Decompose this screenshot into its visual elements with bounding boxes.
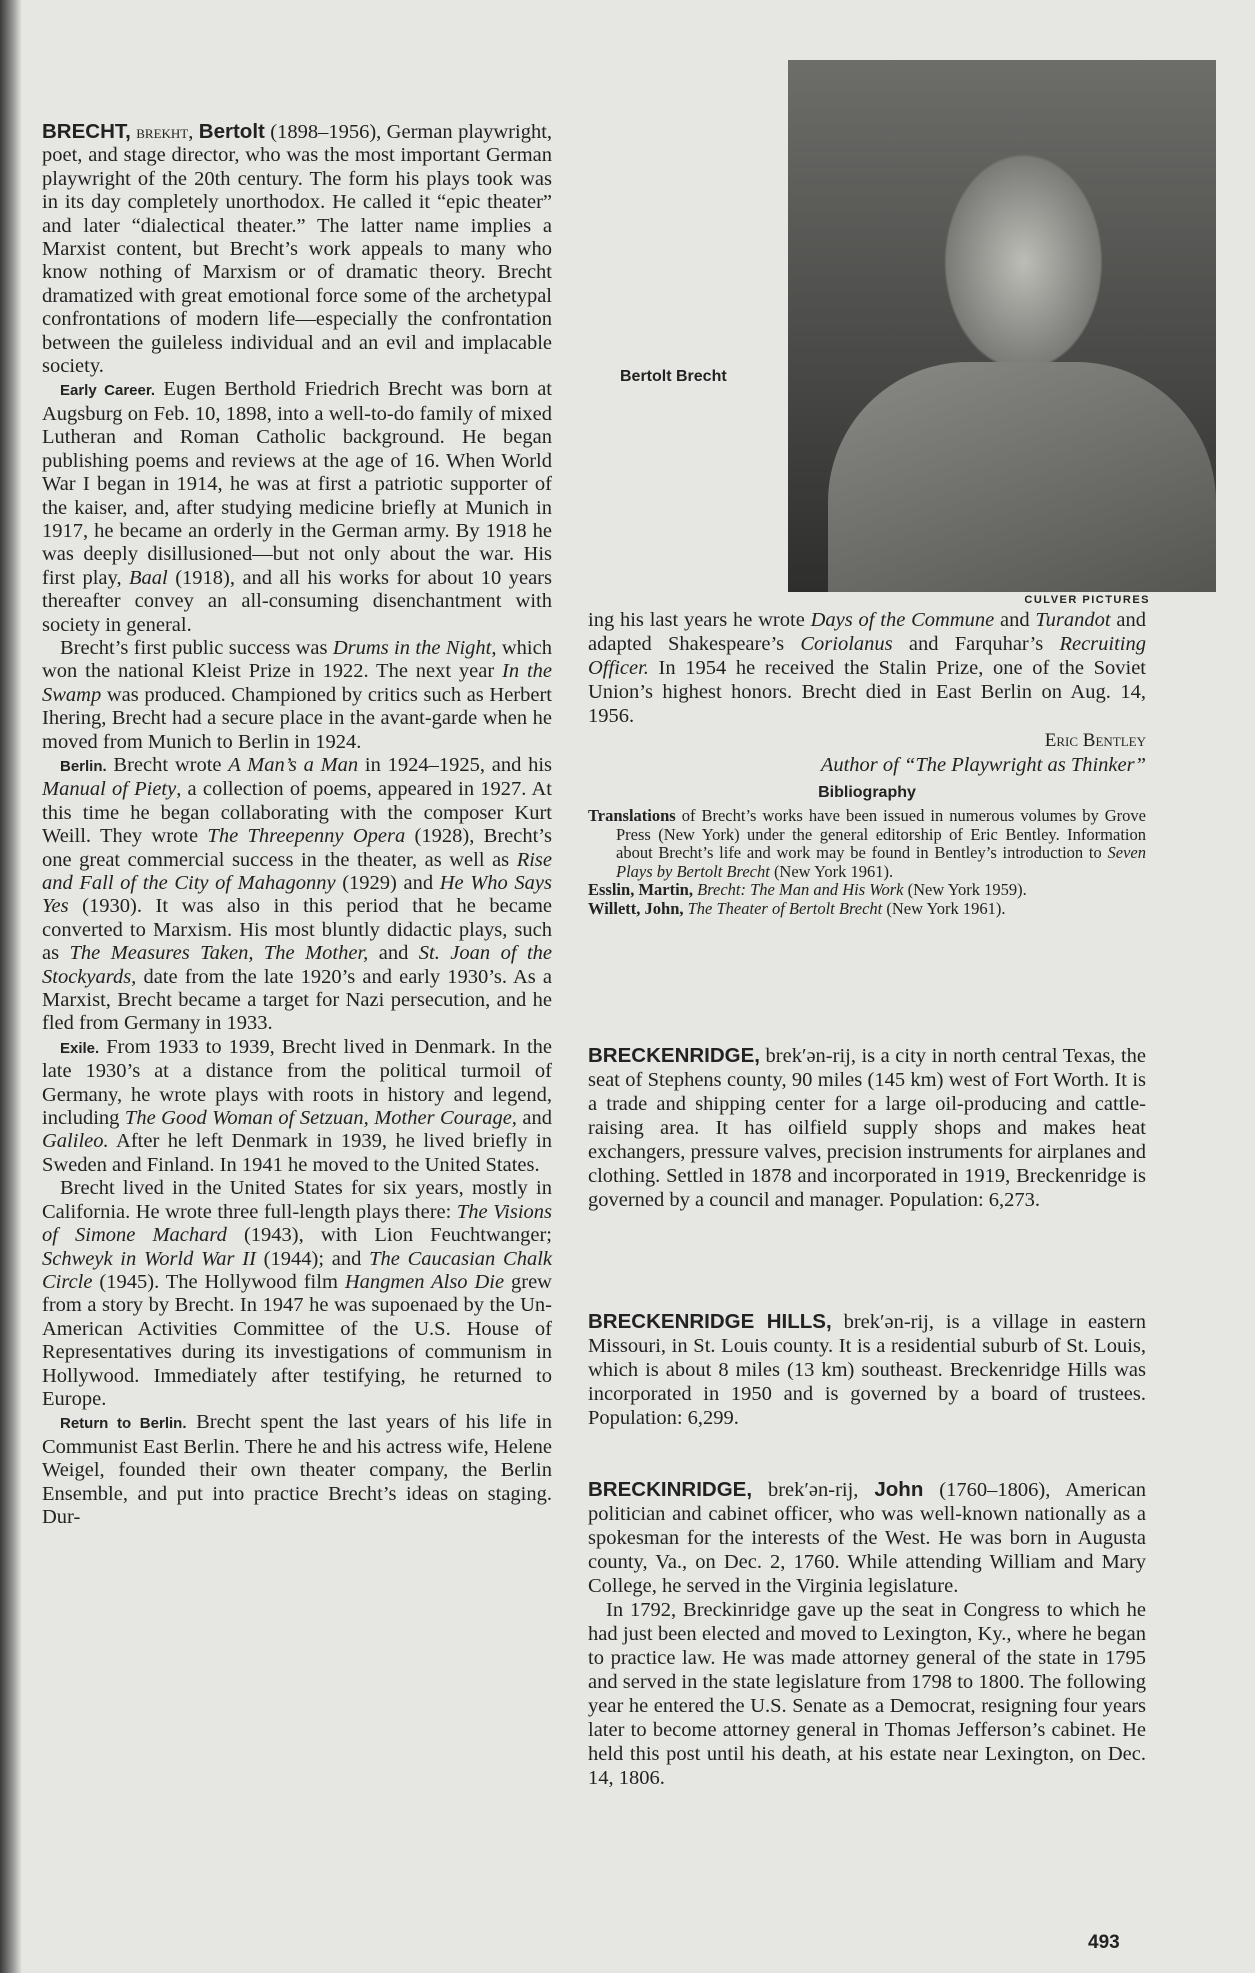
text-run: (1945). The Hollywood film — [92, 1270, 345, 1293]
italic-title: Turandot — [1035, 609, 1111, 631]
section-heading: Berlin. — [60, 757, 107, 775]
text-run: , a collection of poems, appeared in 1927. At this time he began collaborating with the composer Kurt Weill. They wrote — [42, 778, 552, 848]
italic-title: Coriolanus — [800, 633, 893, 655]
text-run: (New York 1961). — [882, 898, 1006, 918]
text-run: brek′ən-rij, is a city in north central Texas, the seat of Stephens county, 90 miles (145 km) west of Fort Worth. It is a trade and shipping center for a large oil-producing and cattle-raising area. It has oilfield supply shops and makes heat exchangers, pressure valves, precision instruments for airplanes and clothing. Settled in 1878 and incorporated in 1919, Breckenridge is governed by a council and manager. Population: 6,273. — [588, 1045, 1146, 1211]
italic-title: The Caucasian Chalk Circle — [42, 1247, 552, 1293]
paragraph — [588, 1310, 1146, 1430]
text-run: In 1954 he received the Stalin Prize, one of the Soviet Union’s highest honors. Brecht died in East Berlin on Aug. 14, 1956. — [588, 657, 1146, 727]
text-run: ing his last years he wrote — [588, 609, 811, 631]
italic-title: The Measures Taken, The Mother, — [69, 942, 369, 965]
italic-title: A Man’s a Man — [228, 753, 359, 776]
bibliography-entry — [588, 900, 1146, 919]
entry-breckenridge — [588, 1044, 1146, 1212]
text-run: Brecht’s first public success was — [60, 636, 333, 659]
paragraph — [42, 1177, 552, 1411]
text-run: Willett, John, — [588, 898, 684, 918]
italic-title: The Visions of Simone Machard — [42, 1200, 552, 1247]
text-run: brek′ən-rij, is a village in eastern Missouri, in St. Louis county. It is a residential suburb of St. Louis, which is about 8 miles (13 km) southeast. Breckenridge Hills was incorporated in 1950 and is governed by a board of trustees. Population: 6,299. — [588, 1311, 1146, 1429]
author-title: Author of “The Playwright as Thinker” — [820, 754, 1146, 776]
italic-title: The Threepenny Opera — [207, 825, 406, 848]
section-heading: Early Career. — [60, 382, 156, 400]
paragraph — [42, 378, 552, 636]
bibliography-entry — [588, 881, 1146, 900]
entry-breckenridge-hills — [588, 1310, 1146, 1430]
text-run: and Farquhar’s — [892, 633, 1060, 655]
right-column-brecht-continued — [588, 608, 1146, 918]
italic-title: Seven Plays by Bertolt Brecht — [616, 843, 1146, 881]
bibliography-list — [588, 807, 1146, 918]
text-run: of Brecht’s works have been issued in numerous volumes by Grove Press (New York) under the general editorship of Eric Bentley. Information about Brecht’s life and work may be found in Bentley’s introduction to — [616, 806, 1146, 862]
italic-title: Drums in the Night — [332, 636, 492, 659]
paragraph — [588, 608, 1146, 728]
portrait-photo-brecht — [788, 60, 1216, 592]
paragraph — [42, 120, 552, 378]
headword: Bertolt — [198, 120, 265, 143]
text-run: (1898–1956), German playwright, poet, and stage director, who was the most important German playwright of the 20th century. The form his plays took was in its day completely unorthodox. He called it “epic theater” and later “dialectical theater.” The latter name implies a Marxist content, but Brecht’s work appeals to many who know nothing of Marxism or of dramatic theory. Brecht dramatized with great emotional force some of the archetypal confrontations of modern life—especially the confrontation between the guileless individual and an evil and implacable society. — [42, 121, 553, 378]
text-run: Eugen Berthold Friedrich Brecht was born at Augsburg on Feb. 10, 1898, into a well-to-do family of mixed Lutheran and Roman Catholic background. He began publishing poems and reviews at the age of 16. When World War I began in 1914, he was at first a patriotic supporter of the kaiser, and, after studying medicine briefly at Munich in 1917, he became an orderly in the German army. By 1918 he was deeply disillusioned—but not only about the war. His first play, — [42, 378, 552, 589]
text-run: grew from a story by Brecht. In 1947 he was supoenaed by the Un-American Activities Committee of the U.S. House of Representatives during its investigations of communism in Hollywood. Immediately after testifying, he returned to Europe. — [42, 1270, 552, 1410]
text-run: date from the late 1920’s and early 1930’s. As a Marxist, Brecht became a target for Nazi persecution, and he fled from Germany in 1933. — [42, 965, 552, 1035]
bibliography-entry — [588, 807, 1146, 881]
text-run: and — [516, 1107, 552, 1130]
page-binding-edge — [0, 0, 22, 1973]
italic-title: In the Swamp — [42, 660, 552, 706]
headword: BRECHT, — [42, 120, 131, 143]
italic-title: Hangmen Also Die — [344, 1270, 505, 1293]
bibliography-heading: Bibliography — [818, 784, 916, 801]
author-name: Eric Bentley — [1044, 730, 1146, 751]
text-run: (1929) and — [335, 872, 440, 894]
text-run: From 1933 to 1939, Brecht lived in Denmark. In the late 1930’s at a distance from the political turmoil of Germany, he wrote plays with roots in history and legend, including — [42, 1035, 552, 1130]
italic-title: The Good Woman of Setzuan, Mother Courage, — [124, 1107, 517, 1130]
paragraph — [588, 1598, 1146, 1790]
text-run: (1760–1806), American politician and cabinet officer, who was well-known nationally as a spokesman for the interests of the West. He was born in Augusta county, Va., on Dec. 2, 1760. While attending William and Mary College, he served in the Virginia legislature. — [588, 1479, 1146, 1597]
italic-title: Manual of Piety — [42, 778, 177, 801]
text-run: , which won the national Kleist Prize in 1922. The next year — [42, 636, 552, 683]
text-run: Esslin, Martin, — [588, 880, 693, 899]
paragraph — [588, 1478, 1146, 1598]
headword: BRECKENRIDGE, — [588, 1044, 760, 1067]
headword: BRECKINRIDGE, — [588, 1478, 753, 1501]
text-run: Brecht spent the last years of his life in Communist East Berlin. There he and his actress wife, Helene Weigel, founded their own theater company, the Berlin Ensemble, and put into practice Brecht’s ideas on staging. Dur- — [42, 1411, 552, 1528]
italic-title: Brecht: The Man and His Work — [697, 880, 904, 899]
entry-breckinridge-john — [588, 1478, 1146, 1790]
italic-title: Recruiting Officer. — [588, 633, 1146, 679]
text-run: brekht — [136, 122, 189, 143]
text-run: and adapted Shakespeare’s — [588, 609, 1146, 655]
italic-title: Schweyk in World War II — [42, 1247, 256, 1270]
text-run: Translations — [588, 806, 676, 825]
text-run: and — [368, 942, 419, 965]
paragraph — [42, 754, 552, 1036]
italic-title: Baal — [129, 566, 168, 589]
text-run: brek′ən-rij, — [752, 1479, 875, 1501]
text-run: (1918), and all his works for about 10 years thereafter convey an all-consuming disenchantment with society in general. — [42, 566, 552, 636]
italic-title: The Theater of Bertolt Brecht — [687, 898, 883, 918]
paragraph — [42, 637, 552, 754]
section-heading: Exile. — [60, 1039, 100, 1057]
text-run: (New York 1959). — [903, 880, 1027, 899]
text-run: (1943), with Lion Feuchtwanger; — [226, 1224, 553, 1247]
text-run: (1944); and — [255, 1247, 370, 1270]
text-run: Brecht lived in the United States for six years, mostly in California. He wrote three full-length plays there: — [42, 1177, 552, 1223]
paragraph — [42, 1411, 552, 1529]
text-run: (New York 1961). — [769, 861, 894, 881]
photo-credit: CULVER PICTURES — [1024, 594, 1150, 606]
text-run: in 1924–1925, and his — [358, 753, 552, 776]
text-run: , — [188, 121, 199, 143]
text-run: and — [994, 609, 1036, 631]
photo-figure — [828, 362, 1216, 592]
italic-title: Days of the Commune — [810, 609, 995, 631]
text-run: was produced. Championed by critics such as Herbert Ihering, Brecht had a secure place in the avant-garde when he moved from Munich to Berlin in 1924. — [42, 683, 552, 753]
photo-caption: Bertolt Brecht — [620, 368, 727, 385]
text-run: (1930). It was also in this period that he became converted to Marxism. His most bluntly didactic plays, such as — [42, 895, 552, 965]
left-column-article-brecht — [42, 120, 552, 1529]
italic-title: Rise and Fall of the City of Mahagonny — [42, 848, 552, 894]
paragraph — [42, 1036, 552, 1177]
text-run: (1928), Brecht’s one great commercial success in the theater, as well as — [42, 825, 552, 871]
section-heading: Return to Berlin. — [60, 1415, 187, 1433]
italic-title: Galileo. — [42, 1130, 109, 1153]
page-number: 493 — [1088, 1932, 1120, 1953]
italic-title: St. Joan of the Stockyards, — [42, 942, 552, 988]
headword: BRECKENRIDGE HILLS, — [588, 1310, 832, 1333]
headword: John — [874, 1478, 924, 1501]
italic-title: He Who Says Yes — [42, 872, 552, 918]
text-run: After he left Denmark in 1939, he lived briefly in Sweden and Finland. In 1941 he moved to the United States. — [42, 1130, 552, 1176]
text-run: In 1792, Breckinridge gave up the seat in Congress to which he had just been elected and moved to Lexington, Ky., where he began to practice law. He was made attorney general of the state in 1795 and served in the state legislature from 1798 to 1800. The following year he entered the U.S. Senate as a Democrat, resigning four years later to become attorney general in Thomas Jefferson’s cabinet. He held this post until his death, at his estate near Lexington, on Dec. 14, 1806. — [588, 1599, 1146, 1789]
text-run: Brecht wrote — [106, 753, 229, 776]
paragraph — [588, 1044, 1146, 1212]
